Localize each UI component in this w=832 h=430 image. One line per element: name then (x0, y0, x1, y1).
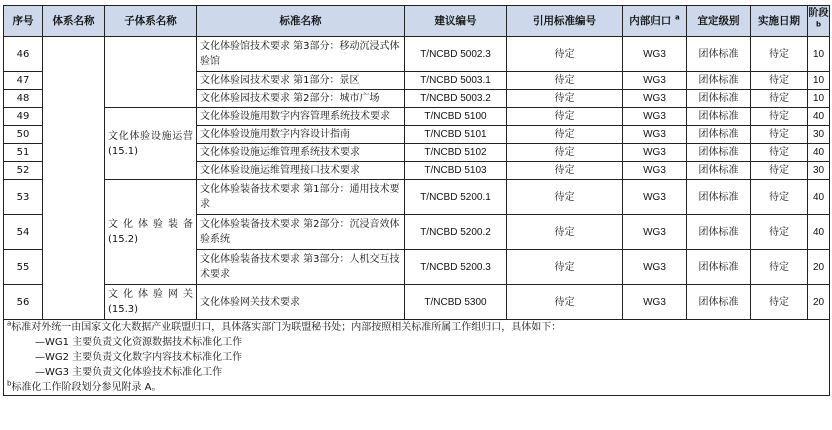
standard-name-cell: 文化体验馆技术要求 第3部分：移动沉浸式体验馆 (197, 37, 405, 72)
level-cell: 团体标准 (687, 180, 751, 215)
note-wg1: —WG1 主要负责文化资源数据技术标准化工作 (35, 337, 243, 348)
date-cell: 待定 (751, 180, 808, 215)
notes-cell (4, 320, 830, 396)
standard-name-cell: 文化体验网关技术要求 (197, 285, 405, 320)
standards-table (3, 5, 830, 396)
header-subsystem: 子体系名称 (105, 6, 197, 37)
ref-cell: 待定 (507, 37, 623, 72)
stage-cell: 10 (808, 37, 830, 72)
code-cell: T/NCBD 5103 (405, 162, 507, 180)
group-cell: WG3 (623, 126, 687, 144)
header-ref: 引用标准编号 (507, 6, 623, 37)
subsystem-cell: 文化体验网关(15.3) (105, 285, 197, 320)
date-cell: 待定 (751, 162, 808, 180)
standard-name-cell: 文化体验园技术要求 第2部分：城市广场 (197, 90, 405, 108)
subsystem-cell: 文化体验装备(15.2) (105, 180, 197, 285)
standard-name-cell: 文化体验设施运维管理系统技术要求 (197, 144, 405, 162)
date-cell: 待定 (751, 72, 808, 90)
stage-cell: 30 (808, 162, 830, 180)
system-cell (43, 37, 105, 320)
table-row (4, 37, 830, 72)
seq-cell: 54 (4, 215, 43, 250)
stage-cell: 20 (808, 250, 830, 285)
group-cell: WG3 (623, 90, 687, 108)
header-group: 内部归口 $^a$ (623, 6, 687, 37)
group-cell: WG3 (623, 180, 687, 215)
standard-name-cell: 文化体验园技术要求 第1部分：景区 (197, 72, 405, 90)
level-cell: 团体标准 (687, 126, 751, 144)
header-level: 宜定级别 (687, 6, 751, 37)
header-stage: 阶段$^b$ (808, 6, 830, 37)
subsystem-cell (105, 37, 197, 108)
seq-cell: 55 (4, 250, 43, 285)
standard-name-cell: 文化体验装备技术要求 第3部分：人机交互技术要求 (197, 250, 405, 285)
ref-cell: 待定 (507, 162, 623, 180)
table-row (4, 180, 830, 215)
date-cell: 待定 (751, 37, 808, 72)
code-cell: T/NCBD 5200.1 (405, 180, 507, 215)
code-cell: T/NCBD 5003.2 (405, 90, 507, 108)
standard-name-cell: 文化体验设施运维管理接口技术要求 (197, 162, 405, 180)
group-cell: WG3 (623, 37, 687, 72)
standard-name-cell: 文化体验装备技术要求 第1部分：通用技术要求 (197, 180, 405, 215)
notes-row (4, 320, 830, 396)
footnote-b-marker: b (815, 20, 821, 29)
stage-cell: 40 (808, 215, 830, 250)
header-code: 建议编号 (405, 6, 507, 37)
table-row (4, 108, 830, 126)
code-cell: T/NCBD 5003.1 (405, 72, 507, 90)
header-seq: 序号 (4, 6, 43, 37)
ref-cell: 待定 (507, 215, 623, 250)
ref-cell: 待定 (507, 90, 623, 108)
seq-cell: 49 (4, 108, 43, 126)
seq-cell: 48 (4, 90, 43, 108)
stage-cell: 20 (808, 285, 830, 320)
seq-cell: 47 (4, 72, 43, 90)
note-b: $^b$标准化工作阶段划分参见附录 A。 (7, 379, 162, 393)
note-wg2: —WG2 主要负责文化数字内容技术标准化工作 (35, 352, 243, 363)
level-cell: 团体标准 (687, 162, 751, 180)
code-cell: T/NCBD 5200.2 (405, 215, 507, 250)
seq-cell: 53 (4, 180, 43, 215)
stage-cell: 40 (808, 180, 830, 215)
ref-cell: 待定 (507, 144, 623, 162)
seq-cell: 56 (4, 285, 43, 320)
note-a: $^a$标准对外统一由国家文化大数据产业联盟归口，具体落实部门为联盟秘书处；内部按照相关标准所属工作组归口，具体如下： (7, 319, 562, 333)
date-cell: 待定 (751, 250, 808, 285)
header-name: 标准名称 (197, 6, 405, 37)
group-cell: WG3 (623, 285, 687, 320)
date-cell: 待定 (751, 285, 808, 320)
date-cell: 待定 (751, 126, 808, 144)
code-cell: T/NCBD 5101 (405, 126, 507, 144)
group-cell: WG3 (623, 144, 687, 162)
header-row (4, 6, 830, 37)
ref-cell: 待定 (507, 250, 623, 285)
ref-cell: 待定 (507, 72, 623, 90)
stage-cell: 10 (808, 90, 830, 108)
header-system: 体系名称 (43, 6, 105, 37)
standard-name-cell: 文化体验设施用数字内容管理系统技术要求 (197, 108, 405, 126)
table-row (4, 285, 830, 320)
seq-cell: 51 (4, 144, 43, 162)
footnote-a-marker: a (674, 13, 680, 21)
level-cell: 团体标准 (687, 144, 751, 162)
seq-cell: 50 (4, 126, 43, 144)
code-cell: T/NCBD 5102 (405, 144, 507, 162)
stage-cell: 40 (808, 108, 830, 126)
group-cell: WG3 (623, 215, 687, 250)
stage-cell: 30 (808, 126, 830, 144)
subsystem-cell: 文化体验设施运营(15.1) (105, 108, 197, 180)
level-cell: 团体标准 (687, 108, 751, 126)
group-cell: WG3 (623, 250, 687, 285)
level-cell: 团体标准 (687, 250, 751, 285)
header-date: 实施日期 (751, 6, 808, 37)
code-cell: T/NCBD 5002.3 (405, 37, 507, 72)
stage-cell: 10 (808, 72, 830, 90)
note-wg3: —WG3 主要负责文化体验技术标准化工作 (35, 367, 223, 378)
standard-name-cell: 文化体验装备技术要求 第2部分：沉浸音效体验系统 (197, 215, 405, 250)
seq-cell: 46 (4, 37, 43, 72)
ref-cell: 待定 (507, 108, 623, 126)
group-cell: WG3 (623, 162, 687, 180)
level-cell: 团体标准 (687, 215, 751, 250)
level-cell: 团体标准 (687, 37, 751, 72)
date-cell: 待定 (751, 215, 808, 250)
date-cell: 待定 (751, 108, 808, 126)
code-cell: T/NCBD 5300 (405, 285, 507, 320)
level-cell: 团体标准 (687, 90, 751, 108)
seq-cell: 52 (4, 162, 43, 180)
code-cell: T/NCBD 5200.3 (405, 250, 507, 285)
level-cell: 团体标准 (687, 72, 751, 90)
ref-cell: 待定 (507, 126, 623, 144)
group-cell: WG3 (623, 108, 687, 126)
stage-cell: 40 (808, 144, 830, 162)
code-cell: T/NCBD 5100 (405, 108, 507, 126)
date-cell: 待定 (751, 144, 808, 162)
standard-name-cell: 文化体验设施用数字内容设计指南 (197, 126, 405, 144)
ref-cell: 待定 (507, 285, 623, 320)
ref-cell: 待定 (507, 180, 623, 215)
group-cell: WG3 (623, 72, 687, 90)
date-cell: 待定 (751, 90, 808, 108)
level-cell: 团体标准 (687, 285, 751, 320)
